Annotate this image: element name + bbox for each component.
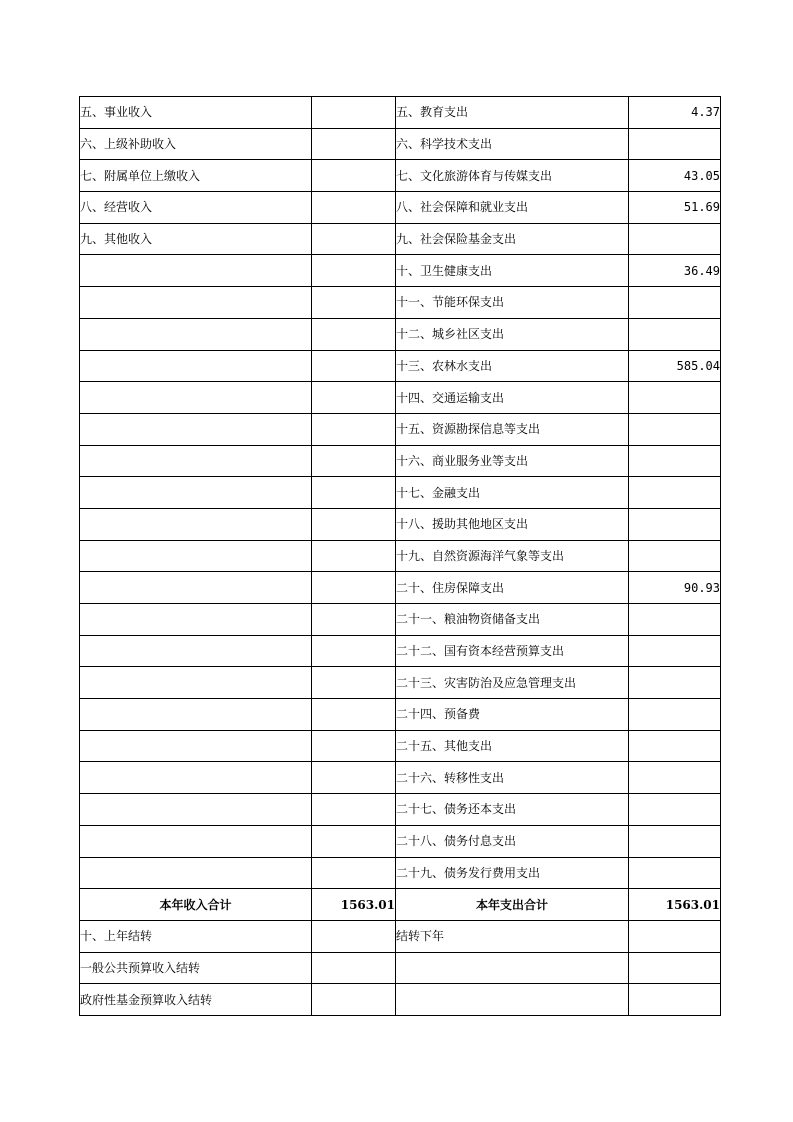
expense-item-label: 二十九、债务发行费用支出 — [396, 857, 629, 889]
income-item-label — [80, 508, 312, 540]
expense-item-label: 八、社会保障和就业支出 — [396, 192, 629, 224]
income-item-value — [312, 572, 396, 604]
table-row — [80, 762, 721, 794]
income-item-label — [80, 382, 312, 414]
income-item-label — [80, 477, 312, 509]
income-item-label — [80, 287, 312, 319]
table-row — [80, 794, 721, 826]
table-row — [80, 350, 721, 382]
table-row — [80, 382, 721, 414]
income-item-label — [80, 255, 312, 287]
expense-item-label: 九、社会保险基金支出 — [396, 223, 629, 255]
income-item-value — [312, 318, 396, 350]
expense-item-label — [396, 952, 629, 984]
income-item-value — [312, 350, 396, 382]
income-item-value — [312, 794, 396, 826]
income-item-label — [80, 699, 312, 731]
expense-item-value — [629, 794, 721, 826]
income-item-value — [312, 635, 396, 667]
income-item-label — [80, 825, 312, 857]
table-row — [80, 699, 721, 731]
expense-item-label: 十九、自然资源海洋气象等支出 — [396, 540, 629, 572]
totals-row — [80, 889, 721, 921]
income-item-label: 五、事业收入 — [80, 97, 312, 129]
expense-item-value — [629, 477, 721, 509]
table-row — [80, 825, 721, 857]
income-item-label — [80, 350, 312, 382]
income-item-value — [312, 540, 396, 572]
expense-item-label: 十七、金融支出 — [396, 477, 629, 509]
income-item-label — [80, 667, 312, 699]
income-item-label — [80, 635, 312, 667]
table-row — [80, 318, 721, 350]
expense-item-value — [629, 984, 721, 1016]
income-item-label: 一般公共预算收入结转 — [80, 952, 312, 984]
expense-item-value — [629, 920, 721, 952]
expense-item-value — [629, 413, 721, 445]
income-item-value — [312, 604, 396, 636]
expense-item-label: 五、教育支出 — [396, 97, 629, 129]
table-row — [80, 508, 721, 540]
income-item-label: 六、上级补助收入 — [80, 128, 312, 160]
income-item-label: 十、上年结转 — [80, 920, 312, 952]
table-row — [80, 445, 721, 477]
income-item-label — [80, 540, 312, 572]
expense-item-value — [629, 825, 721, 857]
table-row — [80, 540, 721, 572]
expense-item-label: 十六、商业服务业等支出 — [396, 445, 629, 477]
income-item-value — [312, 445, 396, 477]
table-row — [80, 857, 721, 889]
expense-item-value — [629, 445, 721, 477]
income-item-label — [80, 730, 312, 762]
expense-item-value: 43.05 — [629, 160, 721, 192]
table-row — [80, 413, 721, 445]
income-item-value — [312, 508, 396, 540]
table-row — [80, 287, 721, 319]
table-row — [80, 604, 721, 636]
expense-item-label: 二十五、其他支出 — [396, 730, 629, 762]
income-item-value — [312, 920, 396, 952]
expense-item-label: 十四、交通运输支出 — [396, 382, 629, 414]
income-item-value — [312, 97, 396, 129]
table-row — [80, 984, 721, 1016]
expense-item-value: 36.49 — [629, 255, 721, 287]
table-row — [80, 477, 721, 509]
expense-item-value — [629, 128, 721, 160]
expense-item-label: 七、文化旅游体育与传媒支出 — [396, 160, 629, 192]
expense-item-value — [629, 730, 721, 762]
expense-item-value — [629, 762, 721, 794]
expense-item-value — [629, 952, 721, 984]
expense-item-label: 二十八、债务付息支出 — [396, 825, 629, 857]
income-item-value — [312, 857, 396, 889]
totals-section — [80, 889, 721, 921]
income-total-value: 1563.01 — [312, 889, 396, 921]
income-item-label: 九、其他收入 — [80, 223, 312, 255]
expense-item-value — [629, 223, 721, 255]
income-total-label: 本年收入合计 — [80, 889, 312, 921]
table-row — [80, 128, 721, 160]
income-item-value — [312, 730, 396, 762]
income-item-value — [312, 984, 396, 1016]
income-item-label — [80, 762, 312, 794]
income-item-label — [80, 794, 312, 826]
expense-item-label: 十二、城乡社区支出 — [396, 318, 629, 350]
table-row — [80, 952, 721, 984]
expense-total-value: 1563.01 — [629, 889, 721, 921]
table-row — [80, 572, 721, 604]
expense-item-value — [629, 667, 721, 699]
income-item-value — [312, 762, 396, 794]
income-item-value — [312, 382, 396, 414]
budget-table — [79, 96, 721, 1016]
expense-item-value — [629, 318, 721, 350]
expense-item-value — [629, 540, 721, 572]
expense-item-label: 十一、节能环保支出 — [396, 287, 629, 319]
income-item-value — [312, 952, 396, 984]
expense-item-label: 六、科学技术支出 — [396, 128, 629, 160]
income-item-label — [80, 318, 312, 350]
income-item-value — [312, 160, 396, 192]
income-item-value — [312, 825, 396, 857]
income-item-value — [312, 128, 396, 160]
table-row — [80, 160, 721, 192]
expense-item-label: 十八、援助其他地区支出 — [396, 508, 629, 540]
expense-item-value — [629, 699, 721, 731]
table-row — [80, 97, 721, 129]
expense-item-label: 二十一、粮油物资储备支出 — [396, 604, 629, 636]
budget-table-body — [80, 97, 721, 889]
table-row — [80, 635, 721, 667]
expense-item-label: 十三、农林水支出 — [396, 350, 629, 382]
expense-item-value — [629, 857, 721, 889]
expense-item-label: 二十三、灾害防治及应急管理支出 — [396, 667, 629, 699]
income-item-value — [312, 413, 396, 445]
expense-item-label: 十五、资源勘探信息等支出 — [396, 413, 629, 445]
income-item-value — [312, 223, 396, 255]
table-row — [80, 255, 721, 287]
income-item-label: 七、附属单位上缴收入 — [80, 160, 312, 192]
income-item-label — [80, 572, 312, 604]
table-row — [80, 667, 721, 699]
expense-item-label: 二十六、转移性支出 — [396, 762, 629, 794]
income-item-label — [80, 604, 312, 636]
expense-item-value: 90.93 — [629, 572, 721, 604]
expense-item-value — [629, 287, 721, 319]
income-item-label: 八、经营收入 — [80, 192, 312, 224]
expense-item-value: 4.37 — [629, 97, 721, 129]
income-item-value — [312, 667, 396, 699]
expense-item-value — [629, 508, 721, 540]
income-item-label — [80, 445, 312, 477]
expense-item-value: 585.04 — [629, 350, 721, 382]
expense-item-value — [629, 635, 721, 667]
income-item-value — [312, 287, 396, 319]
expense-item-label: 二十、住房保障支出 — [396, 572, 629, 604]
expense-item-value — [629, 382, 721, 414]
expense-item-value: 51.69 — [629, 192, 721, 224]
expense-item-label: 二十四、预备费 — [396, 699, 629, 731]
table-row — [80, 920, 721, 952]
income-item-value — [312, 699, 396, 731]
income-item-value — [312, 192, 396, 224]
expense-item-label — [396, 984, 629, 1016]
income-item-label — [80, 857, 312, 889]
expense-item-label: 二十二、国有资本经营预算支出 — [396, 635, 629, 667]
income-item-value — [312, 255, 396, 287]
income-item-label: 政府性基金预算收入结转 — [80, 984, 312, 1016]
expense-total-label: 本年支出合计 — [396, 889, 629, 921]
expense-item-label: 二十七、债务还本支出 — [396, 794, 629, 826]
expense-item-label: 结转下年 — [396, 920, 629, 952]
expense-item-label: 十、卫生健康支出 — [396, 255, 629, 287]
carryover-section — [80, 920, 721, 1015]
table-row — [80, 730, 721, 762]
table-row — [80, 192, 721, 224]
income-item-value — [312, 477, 396, 509]
table-row — [80, 223, 721, 255]
expense-item-value — [629, 604, 721, 636]
income-item-label — [80, 413, 312, 445]
